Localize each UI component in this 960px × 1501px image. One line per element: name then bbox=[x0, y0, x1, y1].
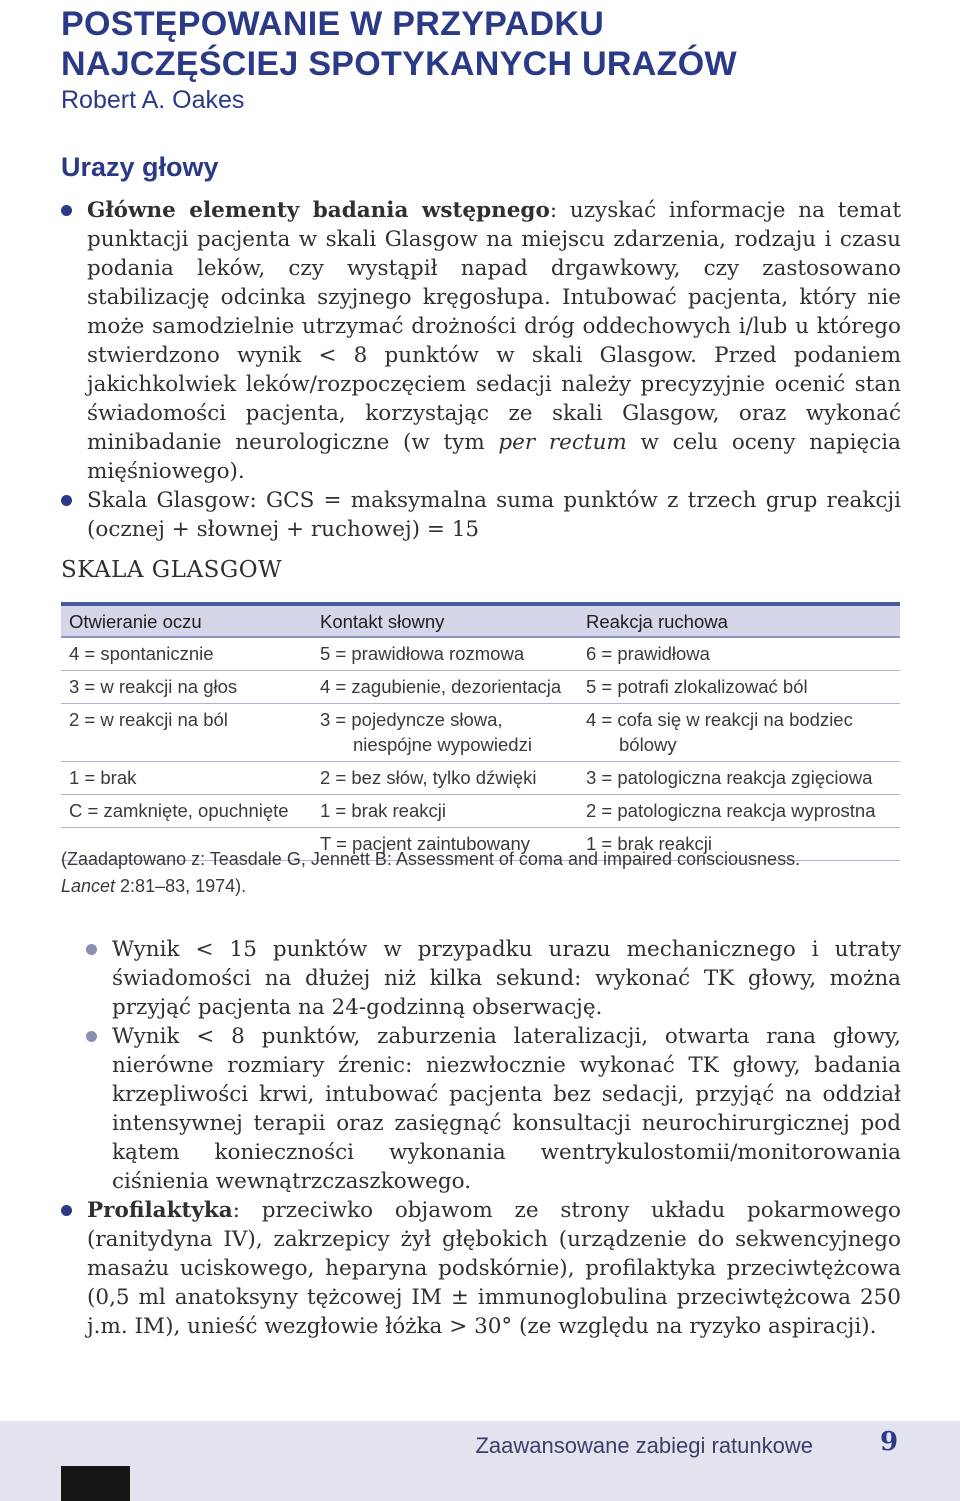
list-item bbox=[61, 1022, 901, 1196]
chapter-title bbox=[61, 4, 737, 84]
table-cell: 2 = patologiczna reakcja wyprostna bbox=[578, 795, 900, 828]
table-row bbox=[61, 762, 900, 795]
table-cell: 4 = spontanicznie bbox=[61, 637, 312, 671]
table-header-row bbox=[61, 604, 900, 637]
bullet-icon bbox=[86, 944, 97, 955]
table-cell: 1 = brak reakcji bbox=[578, 828, 900, 861]
source-text: (Zaadaptowano z: Teasdale G, Jennett B: Assessment of coma and impaired consciousness. bbox=[61, 849, 801, 869]
table-row bbox=[61, 704, 900, 762]
bullet-icon bbox=[61, 1205, 72, 1216]
bullet-list-secondary bbox=[61, 935, 901, 1341]
bullet-list-main bbox=[61, 196, 901, 544]
bullet-bold-lead: Główne elementy badania wstępnego bbox=[87, 198, 550, 223]
table-cell-text: 4 = cofa się w reakcji na bodziec bbox=[586, 709, 853, 730]
glasgow-scale-table bbox=[61, 602, 900, 861]
page-number: 9 bbox=[880, 1427, 899, 1457]
source-journal: Lancet bbox=[61, 876, 116, 896]
table-cell: 1 = brak reakcji bbox=[312, 795, 578, 828]
bullet-bold-lead: Profilaktyka bbox=[87, 1198, 233, 1223]
scale-heading: SKALA GLASGOW bbox=[61, 557, 283, 583]
author-name: Robert A. Oakes bbox=[61, 86, 245, 114]
chapter-tab-marker bbox=[61, 1466, 130, 1501]
table-cell: 6 = prawidłowa bbox=[578, 637, 900, 671]
chapter-title-line2: NAJCZĘŚCIEJ SPOTYKANYCH URAZÓW bbox=[61, 45, 737, 83]
bullet-icon bbox=[61, 495, 72, 506]
footer-book-title: Zaawansowane zabiegi ratunkowe bbox=[475, 1433, 813, 1458]
table-cell bbox=[312, 704, 578, 762]
table-cell: 2 = bez słów, tylko dźwięki bbox=[312, 762, 578, 795]
table-cell: 5 = prawidłowa rozmowa bbox=[312, 637, 578, 671]
table-header-cell: Otwieranie oczu bbox=[61, 604, 312, 637]
list-item bbox=[61, 1196, 901, 1341]
table-row bbox=[61, 795, 900, 828]
table-header-cell: Reakcja ruchowa bbox=[578, 604, 900, 637]
list-item bbox=[61, 935, 901, 1022]
chapter-title-line1: POSTĘPOWANIE W PRZYPADKU bbox=[61, 5, 605, 43]
table-cell bbox=[578, 704, 900, 762]
table-cell: 4 = zagubienie, dezorientacja bbox=[312, 671, 578, 704]
list-item bbox=[61, 196, 901, 486]
table-cell-text: 3 = pojedyncze słowa, bbox=[320, 709, 503, 730]
bullet-italic: per rectum bbox=[498, 430, 627, 455]
bullet-text: Wynik < 15 punktów w przypadku urazu mechanicznego i utraty świadomości na dłużej niż kilka sekund: wykonać TK głowy, można przyjąć pacjenta na 24-godzinną obserwację. bbox=[112, 937, 901, 1020]
section-heading: Urazy głowy bbox=[61, 152, 219, 182]
table-cell: 3 = patologiczna reakcja zgięciowa bbox=[578, 762, 900, 795]
table-cell: 1 = brak bbox=[61, 762, 312, 795]
bullet-text: Skala Glasgow: GCS = maksymalna suma punktów z trzech grup reakcji (ocznej + słownej + ruchowej) = 15 bbox=[87, 488, 901, 542]
table-cell: T = pacjent zaintubowany bbox=[312, 828, 578, 861]
table-source-note bbox=[61, 846, 861, 900]
bullet-icon bbox=[61, 205, 72, 216]
table-cell: 5 = potrafi zlokalizować ból bbox=[578, 671, 900, 704]
table-cell: 2 = w reakcji na ból bbox=[61, 704, 312, 762]
table-row bbox=[61, 637, 900, 671]
bullet-text-end: w celu oceny napięcia mięśniowego). bbox=[87, 430, 901, 484]
source-text-end: 2:81–83, 1974). bbox=[115, 876, 247, 896]
table-row bbox=[61, 671, 900, 704]
bullet-text: Wynik < 8 punktów, zaburzenia lateralizacji, otwarta rana głowy, nierówne rozmiary źrenic: niezwłocznie wykonać TK głowy, badania krzepliwości krwi, intubować pacjenta bez sedacji, przyjąć na oddział intensywnej terapii oraz zasięgnąć konsultacji neurochirurgicznej pod kątem konieczności wykonania wentrykulostomii/monitorowania ciśnienia wewnątrzczaszkowego. bbox=[112, 1024, 901, 1194]
table-cell-continuation: niespójne wypowiedzi bbox=[353, 734, 532, 755]
table-cell: 3 = w reakcji na głos bbox=[61, 671, 312, 704]
table-cell-continuation: bólowy bbox=[619, 734, 677, 755]
table-cell: C = zamknięte, opuchnięte bbox=[61, 795, 312, 828]
bullet-icon bbox=[86, 1031, 97, 1042]
bullet-text: : przeciwko objawom ze strony układu pokarmowego (ranitydyna IV), zakrzepicy żył głębokich (urządzenie do sekwencyjnego masażu uciskowego, heparyna podskórnie), profilaktyka przeciwtężcowa (0,5 ml anatoksyny tężcowej IM ± immunoglobulina przeciwtężcowa 250 j.m. IM), unieść wezgłowie łóżka > 30° (ze względu na ryzyko aspiracji). bbox=[87, 1198, 901, 1339]
table-header-cell: Kontakt słowny bbox=[312, 604, 578, 637]
list-item bbox=[61, 486, 901, 544]
bullet-text: : uzyskać informacje na temat punktacji pacjenta w skali Glasgow na miejscu zdarzenia, rodzaju i czasu podania leków, czy wystąpił napad drgawkowy, czy zastosowano stabilizację odcinka szyjnego kręgosłupa. Intubować pacjenta, który nie może samodzielnie utrzymać drożności dróg oddechowych i/lub u którego stwierdzono wynik < 8 punktów w skali Glasgow. Przed podaniem jakichkolwiek leków/rozpoczęciem sedacji należy precyzyjnie ocenić stan świadomości pacjenta, korzystając ze skali Glasgow, oraz wykonać minibadanie neurologiczne (w tym bbox=[87, 198, 901, 455]
